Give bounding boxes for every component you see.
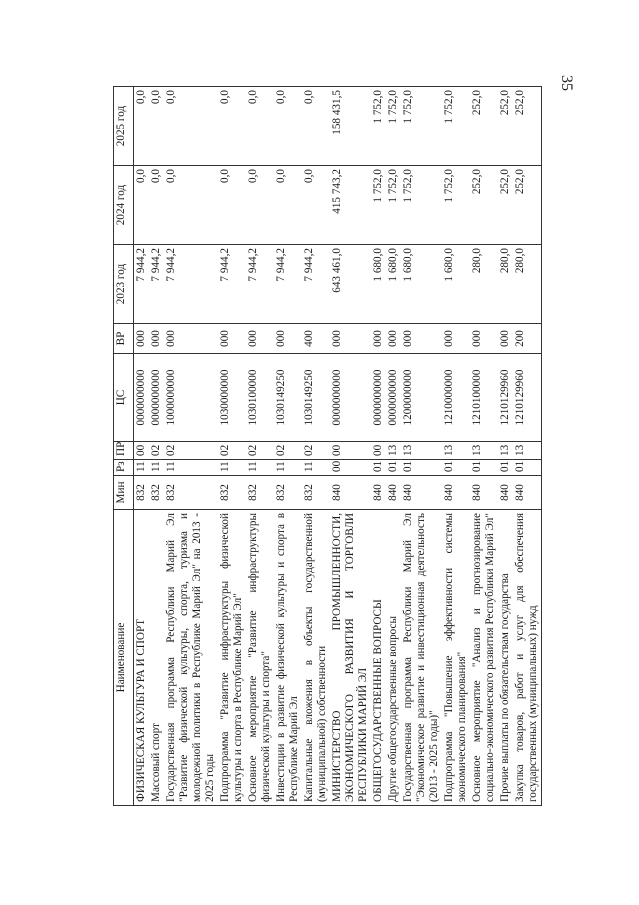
cell-pr: 02: [218, 442, 246, 460]
header-vr: ВР: [114, 324, 134, 354]
cell-cs: 0000000000: [371, 354, 386, 442]
cell-2023: 7 944,2: [302, 245, 330, 324]
cell-vr: 000: [401, 324, 442, 354]
cell-2023: 1 680,0: [401, 245, 442, 324]
cell-2025: 1 752,0: [386, 87, 401, 166]
cell-vr: 000: [371, 324, 386, 354]
cell-cs: 0000000000: [386, 354, 401, 442]
cell-pr: 02: [274, 442, 302, 460]
cell-vr: 000: [498, 324, 513, 354]
cell-2023: 280,0: [513, 245, 542, 324]
cell-2025: 252,0: [498, 87, 513, 166]
header-pr: ПР: [114, 442, 134, 460]
header-name: Наименование: [114, 510, 134, 806]
cell-2024: 252,0: [513, 166, 542, 245]
table-row: [386, 87, 401, 806]
cell-pr: 02: [164, 442, 218, 460]
cell-min: 840: [513, 476, 542, 510]
cell-name: МИНИСТЕРСТВО ПРОМЫШЛЕННОСТИ, ЭКОНОМИЧЕСКОГО РАЗВИТИЯ И ТОРГОВЛИ РЕСПУБЛИКИ МАРИЙ ЭЛ: [330, 510, 371, 806]
cell-cs: 1030149250: [302, 354, 330, 442]
table-row: [134, 87, 150, 806]
cell-rz: 11: [149, 460, 164, 476]
cell-2024: 1 752,0: [442, 166, 470, 245]
cell-cs: 1210129960: [513, 354, 542, 442]
table-row: [442, 87, 470, 806]
cell-cs: 1210129960: [498, 354, 513, 442]
table-row: [330, 87, 371, 806]
cell-name: Основное мероприятие "Развитие инфраструктуры физической культуры и спорта": [246, 510, 274, 806]
cell-name: Инвестиции в развитие физической культуры и спорта в Республике Марий Эл: [274, 510, 302, 806]
cell-2025: 0,0: [246, 87, 274, 166]
header-2023: 2023 год: [114, 245, 134, 324]
cell-vr: 000: [442, 324, 470, 354]
cell-cs: 0000000000: [330, 354, 371, 442]
cell-cs: 0000000000: [149, 354, 164, 442]
table-row: [149, 87, 164, 806]
cell-2025: 158 431,5: [330, 87, 371, 166]
cell-min: 832: [302, 476, 330, 510]
table-row: [513, 87, 542, 806]
cell-vr: 400: [302, 324, 330, 354]
cell-2023: 1 680,0: [442, 245, 470, 324]
cell-2024: 0,0: [134, 166, 150, 245]
cell-rz: 11: [274, 460, 302, 476]
cell-name: Прочие выплаты по обязательствам государства: [498, 510, 513, 806]
cell-min: 832: [218, 476, 246, 510]
cell-pr: 13: [401, 442, 442, 460]
cell-cs: 1030100000: [246, 354, 274, 442]
cell-2024: 1 752,0: [401, 166, 442, 245]
cell-vr: 000: [164, 324, 218, 354]
cell-name: ОБЩЕГОСУДАРСТВЕННЫЕ ВОПРОСЫ: [371, 510, 386, 806]
cell-cs: 1200000000: [401, 354, 442, 442]
cell-2025: 0,0: [164, 87, 218, 166]
cell-cs: 1030149250: [274, 354, 302, 442]
cell-vr: 000: [246, 324, 274, 354]
cell-cs: 1000000000: [164, 354, 218, 442]
table-row: [401, 87, 442, 806]
cell-vr: 000: [149, 324, 164, 354]
cell-2025: 252,0: [513, 87, 542, 166]
cell-name: Массовый спорт: [149, 510, 164, 806]
cell-2024: 0,0: [149, 166, 164, 245]
cell-rz: 11: [246, 460, 274, 476]
cell-vr: 000: [470, 324, 498, 354]
cell-min: 832: [149, 476, 164, 510]
cell-min: 840: [442, 476, 470, 510]
table-header: [114, 87, 134, 806]
cell-rz: 11: [134, 460, 150, 476]
cell-2023: 7 944,2: [246, 245, 274, 324]
cell-name: Основное мероприятие "Анализ и прогнозирование социально-экономического развития Республики Марий Эл": [470, 510, 498, 806]
page-number: 35: [558, 75, 575, 91]
table-row: [274, 87, 302, 806]
header-rz: Рз: [114, 460, 134, 476]
cell-pr: 02: [246, 442, 274, 460]
cell-2023: 1 680,0: [386, 245, 401, 324]
cell-name: Закупка товаров, работ и услуг для обеспечения государственных (муниципальных) нужд: [513, 510, 542, 806]
cell-2023: 643 461,0: [330, 245, 371, 324]
cell-2025: 0,0: [149, 87, 164, 166]
cell-name: Государственная программа Республики Марий Эл "Развитие физической культуры, спорта, туризма и молодежной политики в Республике Марий Эл" на 2013 - 2025 годы: [164, 510, 218, 806]
cell-2024: 1 752,0: [386, 166, 401, 245]
cell-2023: 7 944,2: [164, 245, 218, 324]
cell-2025: 1 752,0: [371, 87, 386, 166]
cell-name: Подпрограмма "Развитие инфраструктуры физической культуры и спорта в Республике Марий Эл": [218, 510, 246, 806]
cell-pr: 00: [134, 442, 150, 460]
cell-rz: 01: [513, 460, 542, 476]
cell-2023: 7 944,2: [274, 245, 302, 324]
budget-table: [113, 86, 542, 806]
table-row: [470, 87, 498, 806]
cell-2025: 0,0: [274, 87, 302, 166]
header-min: Мин: [114, 476, 134, 510]
cell-pr: 00: [330, 442, 371, 460]
cell-pr: 13: [442, 442, 470, 460]
header-row: [114, 87, 134, 806]
cell-2023: 7 944,2: [149, 245, 164, 324]
cell-2023: 280,0: [470, 245, 498, 324]
cell-rz: 01: [442, 460, 470, 476]
cell-2024: 0,0: [302, 166, 330, 245]
table-row: [246, 87, 274, 806]
cell-name: Государственная программа Республики Марий Эл "Экономическое развитие и инвестиционная деятельность (2013 - 2025 годы)": [401, 510, 442, 806]
cell-2025: 0,0: [218, 87, 246, 166]
cell-2023: 280,0: [498, 245, 513, 324]
cell-2025: 252,0: [470, 87, 498, 166]
cell-rz: 00: [330, 460, 371, 476]
budget-table-rotated: [113, 86, 613, 806]
cell-2024: 0,0: [164, 166, 218, 245]
cell-2024: 0,0: [274, 166, 302, 245]
header-2025: 2025 год: [114, 87, 134, 166]
cell-min: 840: [498, 476, 513, 510]
cell-min: 840: [470, 476, 498, 510]
cell-2025: 0,0: [302, 87, 330, 166]
cell-2023: 7 944,2: [134, 245, 150, 324]
cell-rz: 01: [470, 460, 498, 476]
table-row: [164, 87, 218, 806]
cell-vr: 000: [134, 324, 150, 354]
cell-cs: 0000000000: [134, 354, 150, 442]
table-row: [498, 87, 513, 806]
header-cs: ЦС: [114, 354, 134, 442]
cell-pr: 00: [371, 442, 386, 460]
cell-2023: 1 680,0: [371, 245, 386, 324]
cell-min: 840: [371, 476, 386, 510]
cell-vr: 000: [274, 324, 302, 354]
cell-2024: 0,0: [218, 166, 246, 245]
table-row: [302, 87, 330, 806]
cell-cs: 1210100000: [470, 354, 498, 442]
cell-rz: 01: [371, 460, 386, 476]
cell-2024: 1 752,0: [371, 166, 386, 245]
cell-min: 832: [164, 476, 218, 510]
cell-name: Другие общегосударственные вопросы: [386, 510, 401, 806]
cell-pr: 02: [302, 442, 330, 460]
cell-vr: 200: [513, 324, 542, 354]
cell-pr: 13: [513, 442, 542, 460]
cell-2024: 415 743,2: [330, 166, 371, 245]
cell-min: 832: [274, 476, 302, 510]
header-2024: 2024 год: [114, 166, 134, 245]
cell-min: 840: [386, 476, 401, 510]
cell-2025: 1 752,0: [442, 87, 470, 166]
cell-2024: 0,0: [246, 166, 274, 245]
cell-pr: 13: [386, 442, 401, 460]
cell-cs: 1030000000: [218, 354, 246, 442]
cell-cs: 1210000000: [442, 354, 470, 442]
cell-min: 840: [330, 476, 371, 510]
cell-rz: 11: [218, 460, 246, 476]
cell-vr: 000: [330, 324, 371, 354]
cell-rz: 01: [498, 460, 513, 476]
cell-2025: 1 752,0: [401, 87, 442, 166]
cell-2024: 252,0: [470, 166, 498, 245]
cell-2023: 7 944,2: [218, 245, 246, 324]
table-body: [134, 87, 542, 806]
cell-min: 840: [401, 476, 442, 510]
table-row: [218, 87, 246, 806]
cell-2025: 0,0: [134, 87, 150, 166]
cell-min: 832: [134, 476, 150, 510]
cell-rz: 11: [302, 460, 330, 476]
cell-pr: 02: [149, 442, 164, 460]
cell-pr: 13: [470, 442, 498, 460]
cell-2024: 252,0: [498, 166, 513, 245]
cell-min: 832: [246, 476, 274, 510]
cell-name: Подпрограмма "Повышение эффективности системы экономического планирования": [442, 510, 470, 806]
table-row: [371, 87, 386, 806]
cell-vr: 000: [218, 324, 246, 354]
cell-pr: 13: [498, 442, 513, 460]
cell-rz: 01: [401, 460, 442, 476]
cell-name: ФИЗИЧЕСКАЯ КУЛЬТУРА И СПОРТ: [134, 510, 150, 806]
cell-name: Капитальные вложения в объекты государственной (муниципальной) собственности: [302, 510, 330, 806]
cell-rz: 01: [386, 460, 401, 476]
cell-vr: 000: [386, 324, 401, 354]
cell-rz: 11: [164, 460, 218, 476]
